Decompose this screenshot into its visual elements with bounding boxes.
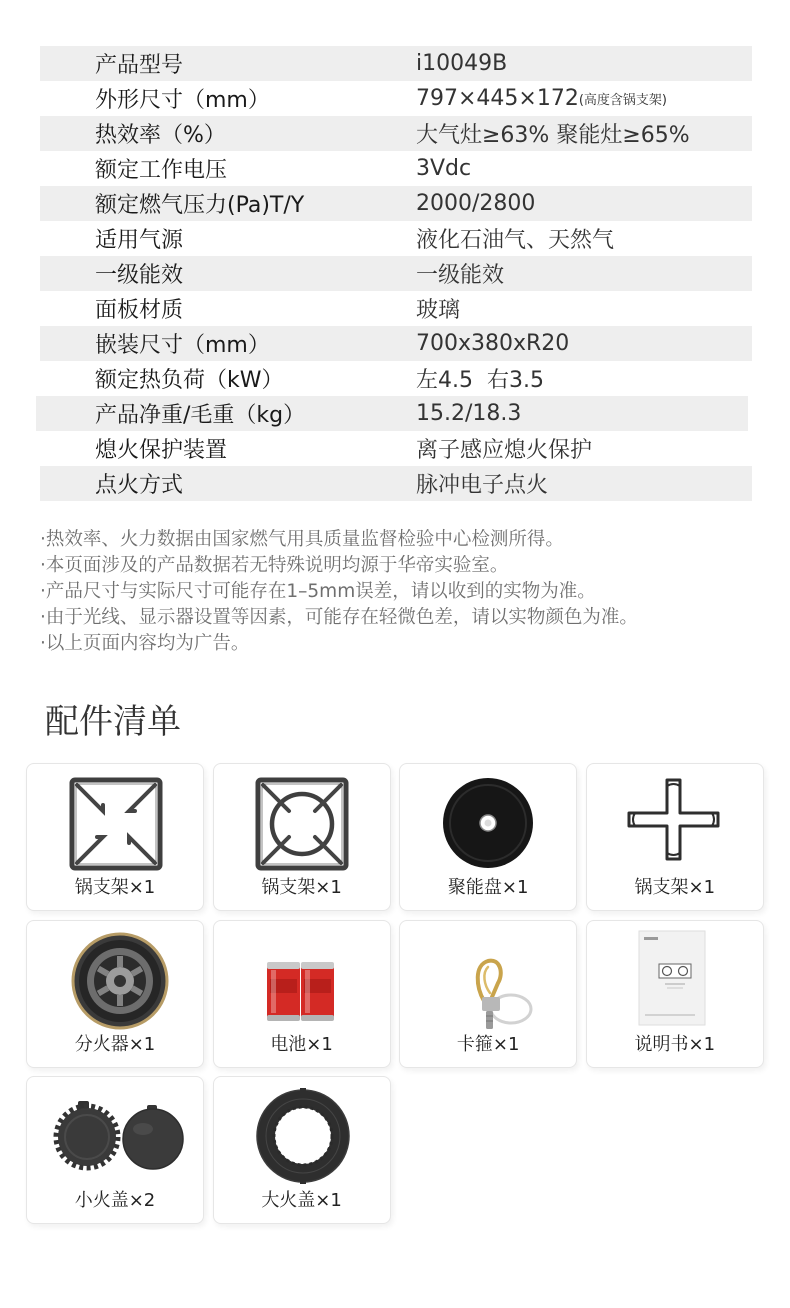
spec-row-rated-voltage [40, 151, 752, 186]
spec-label: 产品净重/毛重（kg） [95, 403, 306, 428]
disclaimer-note: ·以上页面内容均为广告。 [40, 633, 250, 654]
disclaimer-note: ·本页面涉及的产品数据若无特殊说明均源于华帝实验室。 [40, 555, 509, 576]
spec-label: 嵌装尺寸（mm） [95, 333, 270, 358]
spec-label: 点火方式 [95, 473, 184, 498]
accessory-card [213, 763, 391, 911]
accessory-label: 聚能盘×1 [447, 877, 529, 898]
spec-value: 液化石油气、天然气 [416, 228, 615, 253]
spec-label: 额定燃气压力(Pa)T/Y [95, 193, 305, 218]
accessory-card [26, 1076, 204, 1224]
disclaimer-note: ·产品尺寸与实际尺寸可能存在1–5mm误差，请以收到的实物为准。 [40, 581, 596, 602]
accessory-card [586, 920, 764, 1068]
large-burner-cap-icon [214, 1077, 390, 1189]
energy-disc-icon [400, 764, 576, 876]
disclaimer-note: ·由于光线、显示器设置等因素，可能存在轻微色差，请以实物颜色为准。 [40, 607, 638, 628]
accessory-label: 卡箍×1 [456, 1033, 520, 1055]
accessory-label: 锅支架×1 [634, 877, 716, 898]
accessory-card [26, 920, 204, 1068]
spec-value-note: (高度含锅支架) [578, 93, 667, 108]
accessory-card [586, 763, 764, 911]
accessories-title: 配件清单 [45, 702, 181, 742]
hose-clamp-icon [400, 921, 576, 1033]
accessories-grid [26, 763, 764, 1224]
accessory-card [213, 1076, 391, 1224]
spec-label: 额定热负荷（kW） [95, 368, 284, 393]
spec-label: 热效率（%） [95, 123, 226, 148]
spec-value: 左4.5 右3.5 [416, 368, 544, 393]
accessory-label: 分火器×1 [74, 1033, 156, 1055]
spec-row-cutout-size [40, 326, 752, 361]
accessory-card [399, 763, 577, 911]
spec-label: 一级能效 [95, 263, 184, 288]
spec-table [40, 46, 752, 501]
spec-label: 产品型号 [95, 53, 184, 78]
accessory-label: 电池×1 [270, 1033, 333, 1055]
spec-row-weight [36, 396, 748, 431]
small-burner-cap-icon [27, 1077, 203, 1189]
spec-label: 适用气源 [95, 228, 184, 253]
spec-label: 外形尺寸（mm） [95, 88, 270, 113]
accessory-card [399, 920, 577, 1068]
manual-booklet-icon [587, 921, 763, 1033]
accessory-card [213, 920, 391, 1068]
spec-row-dimensions [40, 81, 752, 116]
spec-row-gas-source [40, 221, 752, 256]
spec-row-ignition [40, 466, 752, 501]
accessory-label: 大火盖×1 [261, 1190, 342, 1211]
spec-value: 3Vdc [416, 156, 472, 181]
spec-row-panel-material [40, 291, 752, 326]
spec-value: 离子感应熄火保护 [416, 438, 593, 463]
accessory-label: 说明书×1 [634, 1033, 716, 1055]
spec-value: 玻璃 [416, 298, 461, 323]
cross-pot-support-icon [587, 764, 763, 876]
spec-value: 一级能效 [416, 263, 505, 288]
disclaimer-note: ·热效率、火力数据由国家燃气用具质量监督检验中心检测所得。 [40, 529, 564, 550]
spec-value: 700x380xR20 [416, 331, 570, 356]
spec-value: 脉冲电子点火 [416, 473, 549, 498]
accessory-card [26, 763, 204, 911]
spec-row-heat-load [40, 361, 752, 396]
accessory-label: 锅支架×1 [74, 877, 156, 898]
spec-value: 797×445×172 [416, 86, 579, 111]
spec-value: 15.2/18.3 [416, 401, 522, 426]
spec-value: 2000/2800 [416, 191, 536, 216]
battery-icon [214, 921, 390, 1033]
ring-pot-support-icon [214, 764, 390, 876]
spec-label: 额定工作电压 [95, 158, 228, 183]
spec-row-gas-pressure [40, 186, 752, 221]
spec-row-product-model [40, 46, 752, 81]
spec-row-thermal-efficiency [40, 116, 752, 151]
burner-distributor-icon [27, 921, 203, 1033]
disclaimer-notes [40, 527, 760, 657]
square-pot-support-icon [27, 764, 203, 876]
spec-label: 熄火保护装置 [95, 438, 228, 463]
spec-label: 面板材质 [95, 298, 184, 323]
spec-value: 大气灶≥63% 聚能灶≥65% [416, 123, 690, 148]
spec-row-energy-grade [40, 256, 752, 291]
spec-row-flameout-protection [40, 431, 752, 466]
spec-value: i10049B [416, 51, 508, 76]
accessory-label: 小火盖×2 [74, 1190, 156, 1211]
accessory-label: 锅支架×1 [261, 877, 342, 898]
